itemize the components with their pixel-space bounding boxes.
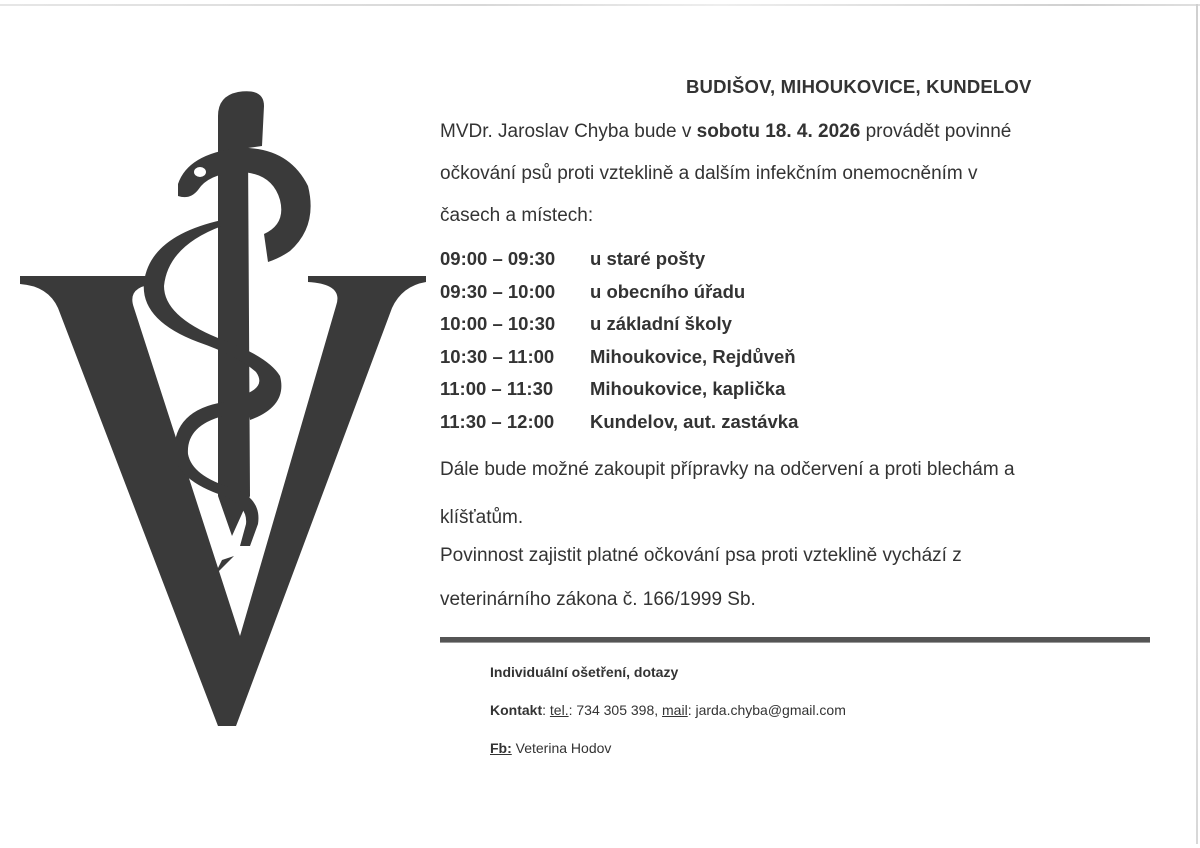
notes-line-2: klíšťatům.: [440, 507, 524, 528]
schedule-place: u základní školy: [590, 313, 732, 334]
tel-label: tel.: [549, 702, 569, 718]
divider: [440, 637, 1150, 642]
event-date: sobotu 18. 4. 2026: [696, 121, 861, 142]
schedule-place: Kundelov, aut. zastávka: [590, 410, 799, 432]
schedule-time: 11:00 – 11:30: [440, 378, 554, 399]
intro-line-2: očkování psů proti vzteklině a dalším infekčním onemocněním v: [440, 163, 978, 184]
contact-heading: Individuální ošetření, dotazy: [490, 664, 679, 680]
kontakt-label: Kontakt: [490, 702, 543, 718]
document-title: BUDIŠOV, MIHOUKOVICE, KUNDELOV: [686, 76, 1032, 97]
phone-number: : 734 305 398,: [568, 702, 663, 718]
schedule-row: [440, 346, 798, 379]
schedule-time: 09:00 – 09:30: [440, 248, 556, 269]
mail-label: mail: [662, 702, 688, 718]
schedule-time: 11:30 – 12:00: [440, 410, 555, 432]
intro-line-1: [440, 122, 1011, 142]
notes-line-1: Dále bude možné zakoupit přípravky na odčervení a proti blechám a: [440, 459, 1015, 480]
schedule-place: Mihoukovice, Rejdůveň: [590, 345, 796, 367]
schedule-list: [440, 248, 798, 443]
email-address: : jarda.chyba@gmail.com: [687, 702, 846, 718]
veterinary-logo-icon: [18, 76, 428, 726]
contact-line: Kontakt: tel.: 734 305 398, mail: jarda.chyba@gmail.com: [490, 702, 846, 718]
notes-line-3: Povinnost zajistit platné očkování psa proti vzteklině vychází z: [440, 545, 962, 566]
fb-page-name: Veterina Hodov: [511, 740, 612, 756]
schedule-place: u obecního úřadu: [590, 280, 746, 302]
scan-edge-right: [1196, 4, 1198, 844]
schedule-row: [440, 378, 798, 411]
schedule-place: Mihoukovice, kaplička: [590, 378, 786, 399]
intro-text: MVDr. Jaroslav Chyba bude v: [440, 121, 697, 142]
schedule-row: [440, 313, 798, 346]
schedule-row: [440, 248, 798, 281]
facebook-line: [490, 740, 611, 756]
schedule-place: u staré pošty: [590, 248, 706, 269]
schedule-time: 10:00 – 10:30: [440, 313, 556, 334]
schedule-row: [440, 411, 798, 444]
intro-line-3: časech a místech:: [440, 205, 594, 226]
fb-label: Fb:: [490, 740, 512, 756]
schedule-row: [440, 281, 798, 314]
scan-edge-top: [0, 4, 1200, 6]
schedule-time: 09:30 – 10:00: [440, 280, 556, 302]
schedule-time: 10:30 – 11:00: [440, 345, 555, 367]
intro-text: provádět povinné: [860, 121, 1012, 142]
notes-line-4: veterinárního zákona č. 166/1999 Sb.: [440, 589, 756, 610]
